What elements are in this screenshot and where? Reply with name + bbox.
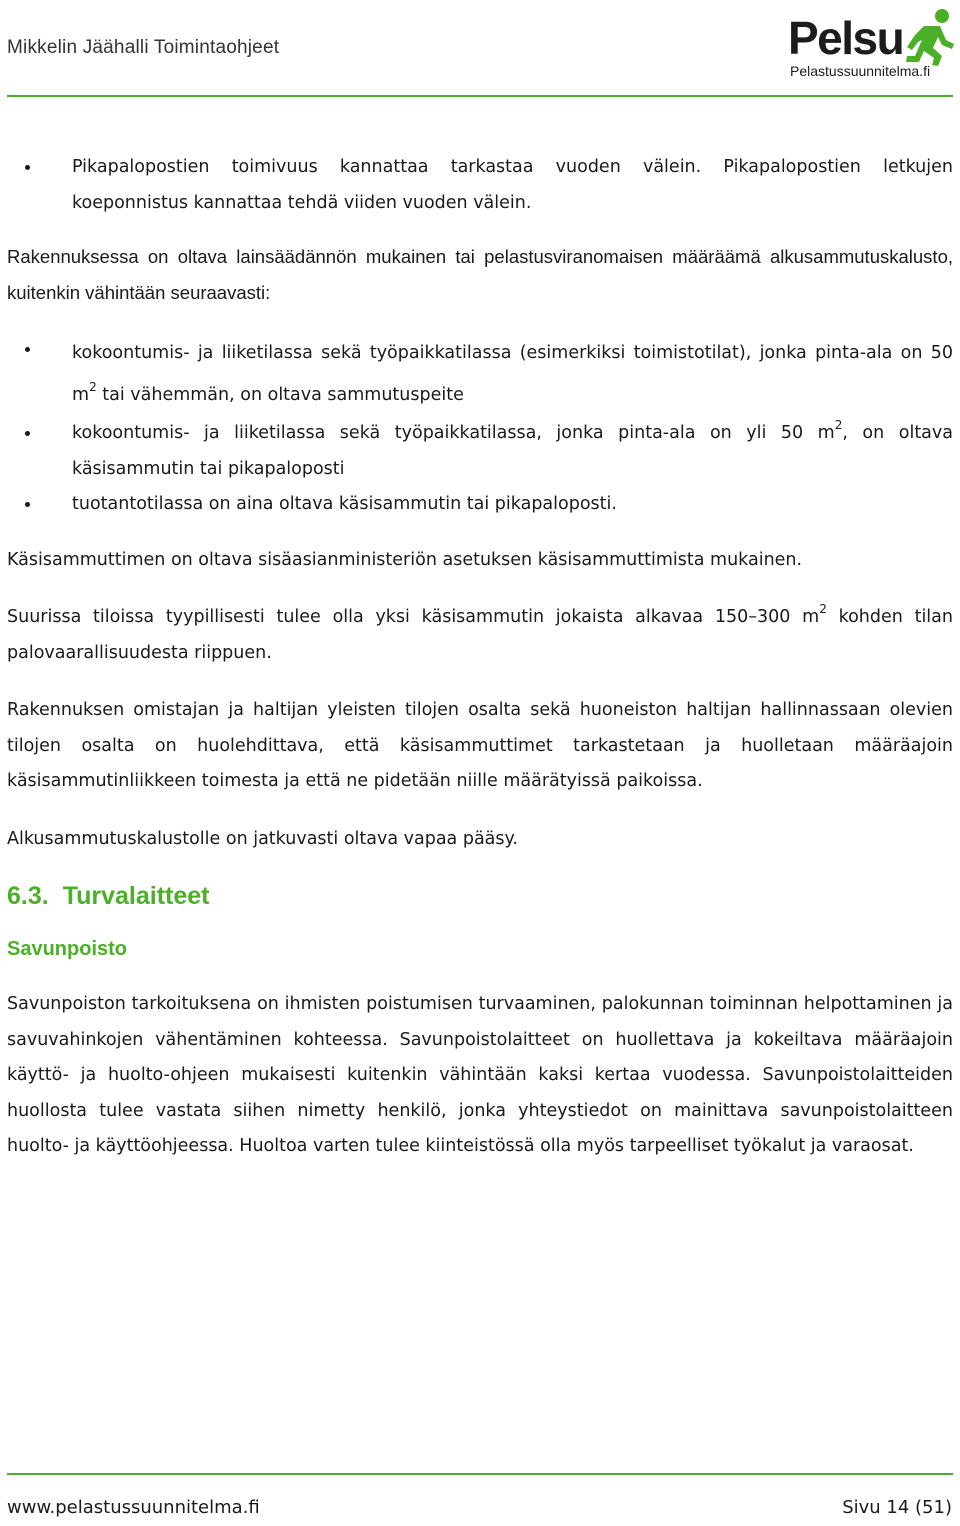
footer-url: www.pelastussuunnitelma.fi bbox=[7, 1497, 260, 1518]
page-number: Sivu 14 (51) bbox=[842, 1497, 952, 1518]
main-content bbox=[7, 150, 953, 1187]
bullet-list-equipment bbox=[7, 332, 953, 523]
running-person-icon bbox=[902, 6, 956, 68]
logo-wordmark: Pelsu bbox=[788, 12, 904, 64]
logo-subtitle: Pelastussuunnitelma.fi bbox=[790, 63, 931, 79]
list-item: kokoontumis- ja liiketilassa sekä työpaikkatilassa, jonka pinta-ala on yli 50 $m^2$, on oltava käsisammutin tai pikapaloposti bbox=[7, 416, 953, 487]
section-number: 6.3. bbox=[7, 882, 49, 910]
header-divider bbox=[7, 95, 953, 97]
section-title: Turvalaitteet bbox=[62, 882, 210, 910]
paragraph-smoke-extraction: Savunpoiston tarkoituksena on ihmisten poistumisen turvaaminen, palokunnan toiminnan helpottaminen ja savuvahinkojen vähentäminen kohteessa. Savunpoistolaitteet on huollettava ja kokeiltava määräajoin käyttö- ja huolto-ohjeen mukaisesti kuitenkin vähintään kaksi kertaa vuodessa. Savunpoistolaitteiden huollosta tulee vastata siihen nimetty henkilö, jonka yhteystiedot on mainittava savunpoistolaitteen huolto- ja käyttöohjeessa. Huoltoa varten tulee kiinteistössä olla myös tarpeelliset työkalut ja varaosat. bbox=[7, 994, 953, 1156]
list-item: Pikapalopostien toimivuus kannattaa tarkastaa vuoden välein. Pikapalopostien letkujen koeponnistus kannattaa tehdä viiden vuoden välein. bbox=[7, 150, 953, 221]
subsection-heading: Savunpoisto bbox=[7, 938, 128, 960]
pelsu-logo bbox=[788, 6, 956, 86]
paragraph-owner-responsibility: Rakennuksen omistajan ja haltijan yleisten tilojen osalta sekä huoneiston haltijan hallinnassaan olevien tilojen osalta on huolehdittava, että käsisammuttimet tarkastetaan ja huolletaan määräajoin käsisammutinliikkeen toimesta ja että ne pidetään niille määrätyissä paikoissa. bbox=[7, 700, 953, 791]
list-item: kokoontumis- ja liiketilassa sekä työpaikkatilassa (esimerkiksi toimistotilat), jonka pinta-ala on 50 $m^2$ tai vähemmän, on oltava sammutuspeite bbox=[7, 332, 953, 416]
list-item: tuotantotilassa on aina oltava käsisammutin tai pikapaloposti. bbox=[7, 487, 953, 523]
paragraph-extinguisher-regulation: Käsisammuttimen on oltava sisäasianministeriön asetuksen käsisammuttimista mukainen. bbox=[7, 549, 803, 570]
footer-divider bbox=[7, 1473, 953, 1475]
section-heading bbox=[7, 879, 953, 914]
bullet-list-inspection bbox=[7, 150, 953, 221]
paragraph-intro: Rakennuksessa on oltava lainsäädännön mukainen tai pelastusviranomaisen määräämä alkusammutuskalusto, kuitenkin vähintään seuraavasti: bbox=[7, 246, 953, 303]
document-title: Mikkelin Jäähalli Toimintaohjeet bbox=[7, 37, 280, 58]
page-header bbox=[0, 0, 960, 96]
paragraph-free-access: Alkusammutuskalustolle on jatkuvasti oltava vapaa pääsy. bbox=[7, 828, 518, 849]
paragraph-large-spaces: Suurissa tiloissa tyypillisesti tulee olla yksi käsisammutin jokaista alkavaa 150–300 $m^2$ kohden tilan palovaarallisuudesta riippuen. bbox=[7, 602, 953, 663]
